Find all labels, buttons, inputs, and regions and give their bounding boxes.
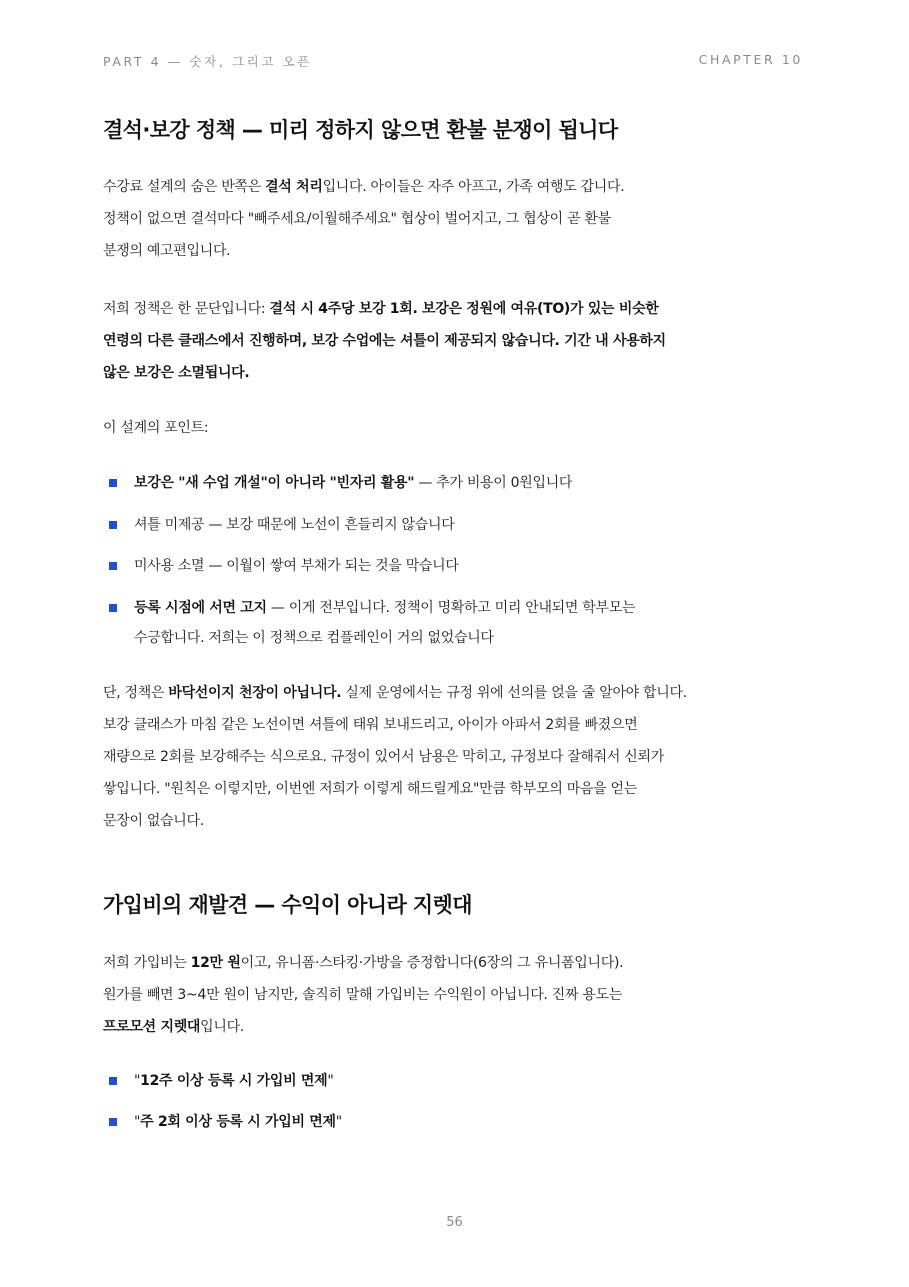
- section-title-absence-policy: 결석·보강 정책 — 미리 정하지 않으면 환불 분쟁이 됩니다: [103, 118, 618, 142]
- list-item: [103, 593, 803, 653]
- bullet-square-icon: [109, 562, 117, 570]
- text-run: — 추가 비용이 0원입니다: [414, 475, 573, 491]
- list-item: [103, 1066, 803, 1096]
- text-line: 재량으로 2회를 보강해주는 식으로요. 규정이 있어서 남용은 막히고, 규정보다 잘해줘서 신뢰가: [103, 749, 664, 765]
- bold-text-line: 않은 보강은 소멸됩니다.: [103, 365, 250, 381]
- bullet-square-icon: [109, 1077, 117, 1085]
- bold-text: 등록 시점에 서면 고지: [134, 600, 267, 616]
- paragraph-intro: [103, 171, 803, 267]
- quote-mark: ": [134, 1114, 141, 1130]
- bold-text: 보강은 "새 수업 개설"이 아니라 "빈자리 활용": [134, 475, 415, 491]
- text-run: — 이게 전부입니다. 정책이 명확하고 미리 안내되면 학부모는: [266, 600, 636, 616]
- bullet-square-icon: [109, 604, 117, 612]
- text-line: 원가를 빼면 3~4만 원이 남지만, 솔직히 말해 가입비는 수익원이 아닙니다. 진짜 용도는: [103, 987, 622, 1003]
- header-chapter-label: CHAPTER 10: [698, 52, 803, 67]
- paragraph-floor-not-ceiling: [103, 677, 803, 837]
- text-run: 저희 가입비는: [103, 955, 191, 971]
- paragraph-points-lead: 이 설계의 포인트:: [103, 420, 209, 436]
- quote-mark: ": [134, 1073, 141, 1089]
- text-run: 실제 운영에서는 규정 위에 선의를 얹을 줄 알아야 합니다.: [341, 685, 687, 701]
- bold-text: 12주 이상 등록 시 가입비 면제: [140, 1073, 328, 1089]
- text-line: 미사용 소멸 — 이월이 쌓여 부채가 되는 것을 막습니다: [134, 558, 459, 574]
- text-run: 단, 정책은: [103, 685, 169, 701]
- bullet-square-icon: [109, 521, 117, 529]
- text-line: 셔틀 미제공 — 보강 때문에 노선이 흔들리지 않습니다: [134, 517, 455, 533]
- page-number: 56: [446, 1215, 463, 1230]
- text-line: 수긍합니다. 저희는 이 정책으로 컴플레인이 거의 없었습니다: [134, 630, 494, 646]
- bullet-square-icon: [109, 479, 117, 487]
- running-header: [103, 52, 803, 70]
- text-line: 분쟁의 예고편입니다.: [103, 243, 231, 259]
- bullet-square-icon: [109, 1118, 117, 1126]
- paragraph-signup-fee: [103, 947, 803, 1043]
- quote-mark: ": [335, 1114, 342, 1130]
- bold-text: 12만 원: [190, 955, 241, 971]
- bold-text: 프로모션 지렛대: [103, 1019, 201, 1035]
- bold-text: 결석 시 4주당 보강 1회. 보강은 정원에 여유(TO)가 있는 비슷한: [269, 301, 659, 317]
- list-item: [103, 1107, 803, 1137]
- text-run: 저희 정책은 한 문단입니다:: [103, 301, 270, 317]
- text-line: 문장이 없습니다.: [103, 813, 204, 829]
- list-item: [103, 510, 803, 540]
- text-line: 쌓입니다. "원칙은 이렇지만, 이번엔 저희가 이렇게 해드릴게요"만큼 학부모의 마음을 얻는: [103, 781, 637, 797]
- text-run: 입니다.: [200, 1019, 244, 1035]
- header-part-label: PART 4 — 숫자, 그리고 오픈: [103, 54, 312, 69]
- text-line: 정책이 없으면 결석마다 "빼주세요/이월해주세요" 협상이 벌어지고, 그 협상이 곧 환불: [103, 211, 611, 227]
- bold-text: 바닥선이지 천장이 아닙니다.: [168, 685, 342, 701]
- text-run: 수강료 설계의 숨은 반쪽은: [103, 179, 266, 195]
- text-run: 이고, 유니폼·스타킹·가방을 증정합니다(6장의 그 유니폼입니다).: [240, 955, 624, 971]
- bold-text-line: 연령의 다른 클래스에서 진행하며, 보강 수업에는 셔틀이 제공되지 않습니다. 기간 내 사용하지: [103, 333, 666, 349]
- bold-text: 결석 처리: [265, 179, 323, 195]
- list-item: [103, 551, 803, 581]
- text-line: 보강 클래스가 마침 같은 노선이면 셔틀에 태워 보내드리고, 아이가 아파서 2회를 빠졌으면: [103, 717, 638, 733]
- quote-mark: ": [327, 1073, 334, 1089]
- text-run: 입니다. 아이들은 자주 아프고, 가족 여행도 갑니다.: [322, 179, 625, 195]
- paragraph-policy: [103, 293, 803, 389]
- list-item: [103, 468, 803, 498]
- section-title-signup-fee: 가입비의 재발견 — 수익이 아니라 지렛대: [103, 893, 472, 917]
- bold-text: 주 2회 이상 등록 시 가입비 면제: [140, 1114, 336, 1130]
